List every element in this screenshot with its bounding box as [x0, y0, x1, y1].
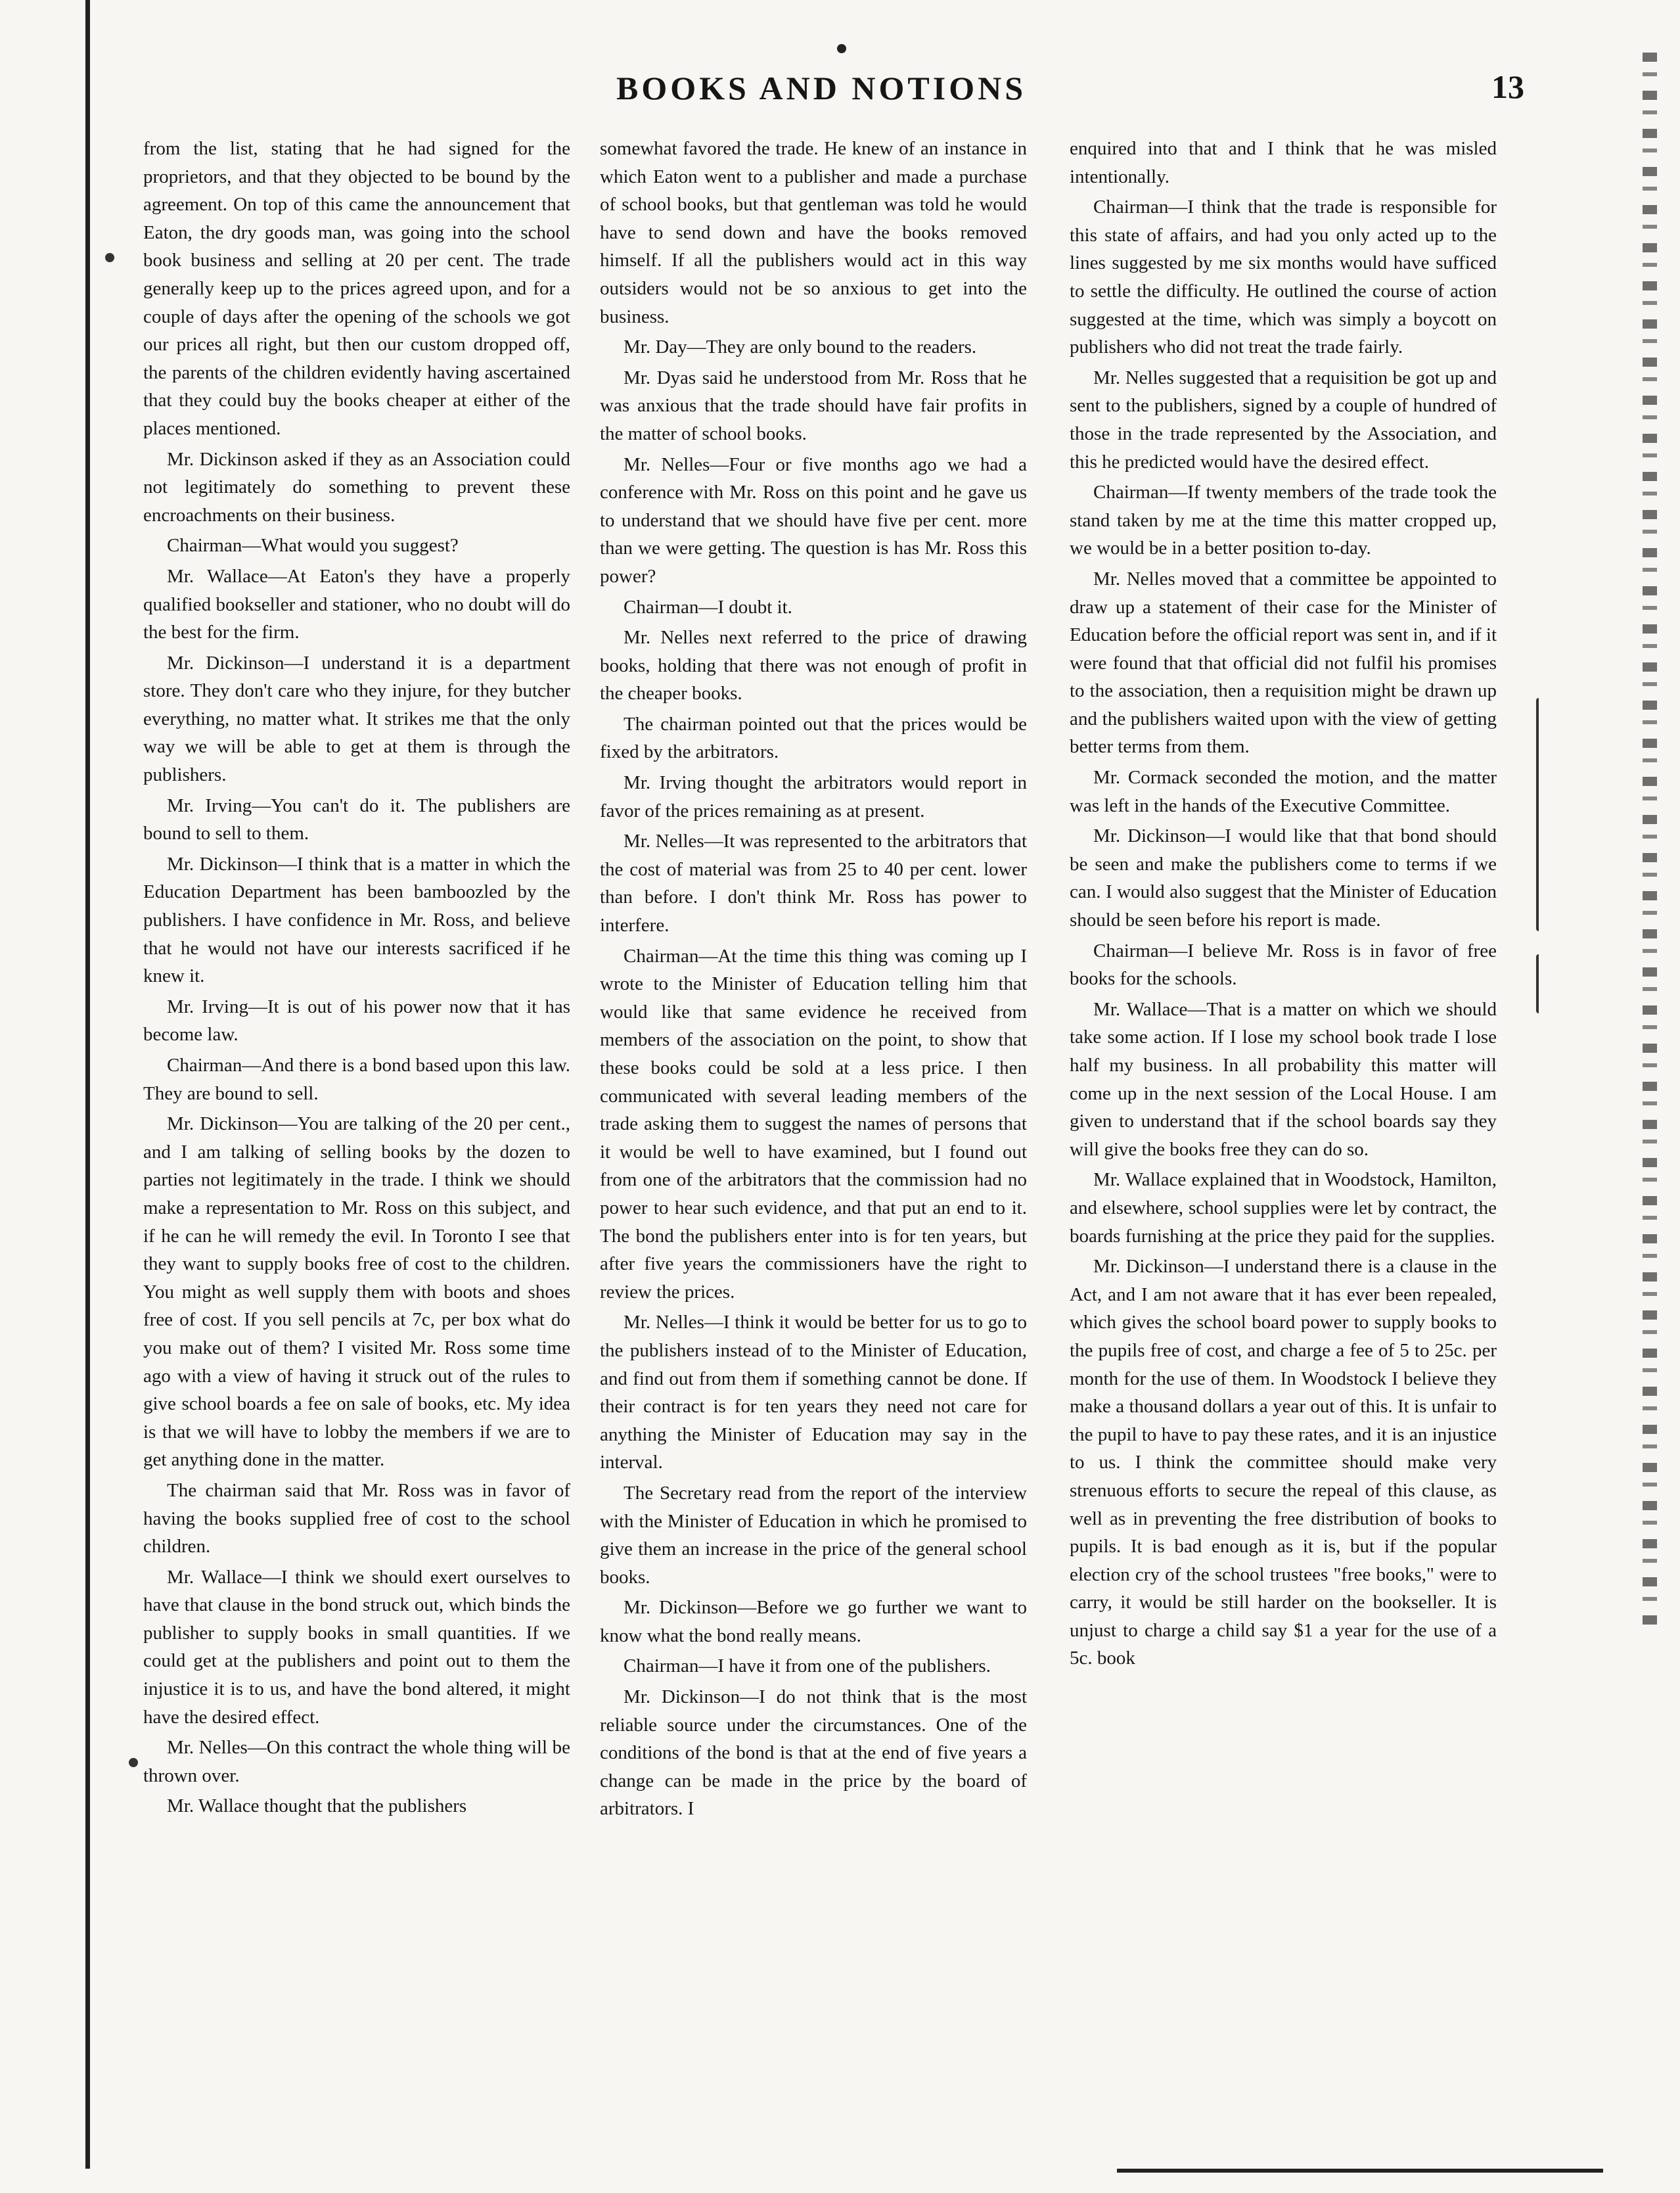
article-columns [143, 135, 1536, 2146]
paragraph: Chairman—I doubt it. [624, 596, 792, 618]
paragraph: Mr. Wallace—I think we should exert ourselves to have that clause in the bond struck out, which binds the publisher to supply books in small quantities. If we could get at the publishers and point out to them the injustice it is to us, and have the bond altered, it might have the desired effect. [143, 1566, 570, 1728]
page-number: 13 [1491, 68, 1524, 105]
page-left-edge [85, 0, 90, 2169]
paragraph: Chairman—I believe Mr. Ross is in favor of free books for the schools. [1070, 940, 1497, 990]
paragraph: Mr. Irving thought the arbitrators would report in favor of the prices remaining as at present. [600, 772, 1027, 821]
paragraph: Mr. Dickinson—I would like that that bond should be seen and make the publishers come to terms if we can. I would also suggest that the Minister of Education should be seen before his report is made. [1070, 825, 1497, 931]
paragraph: Mr. Dickinson—I understand there is a clause in the Act, and I am not aware that it has ever been repealed, which gives the school board power to supply books to the pupils free of cost, and charge a fee of 5 to 25c. per month for the use of them. In Woodstock I believe they make a thousand dollars a year out of this. It is unfair to the pupil to have to pay these rates, and it is an injustice to us. I think the committee should make very strenuous efforts to secure the repeal of this clause, as well as in preventing the free distribution of books to pupils. It is bad enough as it is, but if the popular election cry of the school trustees "free books," were to carry, it would be still harder on the bookseller. It is unjust to charge a child say $1 a year for the use of a 5c. book [1070, 1256, 1497, 1669]
header-dot [837, 44, 846, 53]
paragraph: somewhat favored the trade. He knew of an instance in which Eaton went to a publisher and made a purchase of school books, but that gentleman was told he would have to send down and have the books removed himself. If all the publishers would act in this way outsiders would not be so anxious to get into the business. [600, 138, 1027, 327]
page-right-edge [1643, 53, 1657, 1630]
column-1 [143, 135, 570, 2146]
paragraph: Mr. Dickinson—I think that is a matter in which the Education Department has been bamboozled by the publishers. I have confidence in Mr. Ross, and believe that he would not have our interests sacrificed if he knew it. [143, 853, 570, 987]
paragraph: Mr. Dickinson—You are talking of the 20 per cent., and I am talking of selling books by the dozen to parties not legitimately in the trade. I think we should make a representation to Mr. Ross on this subject, and if he can he will remedy the evil. In Toronto I see that they want to supply books free of cost to the children. You might as well supply them with boots and shoes free of cost. If you sell pencils at 7c, per box what do you make out of them? I visited Mr. Ross some time ago with a view of having it struck out of the rules to give school boards a fee on sale of books, etc. My idea is that we will have to lobby the members if we are to get anything done in the matter. [143, 1113, 570, 1471]
column-2 [600, 135, 1027, 2146]
paragraph: Mr. Nelles—On this contract the whole thing will be thrown over. [143, 1737, 570, 1786]
paragraph: Mr. Nelles—Four or five months ago we had a conference with Mr. Ross on this point and he gave us to understand that we should have five per cent. more than we were getting. The question is has Mr. Ross this power? [600, 453, 1027, 587]
paragraph: Mr. Wallace—That is a matter on which we should take some action. If I lose my school book trade I lose half my business. In all probability this matter will come up in the next session of the Local House. I am given to understand that if the school boards say they will give the books free they can do so. [1070, 998, 1497, 1160]
paragraph: Mr. Day—They are only bound to the readers. [624, 336, 977, 358]
paragraph: Mr. Nelles—I think it would be better for us to go to the publishers instead of to the Minister of Education, and find out from them if something cannot be done. If their contract is for ten years they need not care for anything the Minister of Education may say in the interval. [600, 1312, 1027, 1473]
paragraph: Mr. Wallace explained that in Woodstock, Hamilton, and elsewhere, school supplies were let by contract, the boards furnishing at the price they paid for the supplies. [1070, 1169, 1497, 1247]
paragraph: Mr. Dickinson—I understand it is a department store. They don't care who they injure, for they butcher everything, no matter what. It strikes me that the only way we will be able to get at them is through the publishers. [143, 652, 570, 786]
paragraph: Mr. Dyas said he understood from Mr. Ross that he was anxious that the trade should have fair profits in the matter of school books. [600, 367, 1027, 444]
column-3 [1070, 135, 1497, 2146]
margin-bracket [1536, 698, 1544, 931]
paragraph: Mr. Nelles next referred to the price of drawing books, holding that there was not enough of profit in the cheaper books. [600, 627, 1027, 704]
paragraph: Chairman—At the time this thing was coming up I wrote to the Minister of Education telling him that would like that same evidence he received from members of the association on the point, to show that these books could be sold at a less price. I then communicated with several leading members of the trade asking them to suggest the names of persons that it would be well to have examined, but I found out from one of the arbitrators that the commission had no power to hear such evidence, and that put an end to it. The bond the publishers enter into is for ten years, but after five years the commissioners have the right to review the prices. [600, 945, 1027, 1303]
bottom-rule [1117, 2169, 1603, 2173]
margin-dot [129, 1758, 138, 1767]
paragraph: The Secretary read from the report of the interview with the Minister of Education in which he promised to give them an increase in the price of the general school books. [600, 1482, 1027, 1588]
paragraph: Chairman—What would you suggest? [167, 535, 459, 557]
page-header [118, 62, 1524, 122]
paragraph: Chairman—If twenty members of the trade took the stand taken by me at the time this matter cropped up, we would be in a better position to-day. [1070, 482, 1497, 559]
paragraph: Mr. Dickinson—I do not think that is the most reliable source under the circumstances. One of the conditions of the bond is that at the end of five years a change can be made in the price by the board of arbitrators. I [600, 1686, 1027, 1820]
running-title: BOOKS AND NOTIONS [616, 70, 1026, 106]
paragraph: Chairman—I have it from one of the publishers. [624, 1655, 991, 1677]
paragraph: Mr. Dickinson asked if they as an Association could not legitimately do something to prevent these encroachments on their business. [143, 448, 570, 526]
paragraph: The chairman pointed out that the prices would be fixed by the arbitrators. [600, 713, 1027, 763]
paragraph: Mr. Irving—You can't do it. The publishers are bound to sell to them. [143, 795, 570, 844]
paragraph: Mr. Dickinson—Before we go further we want to know what the bond really means. [600, 1597, 1027, 1646]
paragraph: The chairman said that Mr. Ross was in favor of having the books supplied free of cost to the school children. [143, 1479, 570, 1558]
paragraph: Mr. Nelles moved that a committee be appointed to draw up a statement of their case for the Minister of Education before the official report was sent in, and if it were found that that official did not fulfil his promises to the association, then a requisition might be drawn up and the publishers waited upon with the view of getting better terms from them. [1070, 568, 1497, 758]
paragraph: from the list, stating that he had signed for the proprietors, and that they objected to be bound by the agreement. On top of this came the announcement that Eaton, the dry goods man, was going into the school book business and selling at 20 per cent. The trade generally keep up to the prices agreed upon, and for a couple of days after the opening of the schools we got our prices all right, but then our custom dropped off, the parents of the children evidently having ascertained that they could buy the books cheaper at either of the places mentioned. [143, 138, 570, 439]
margin-bracket [1536, 954, 1544, 1013]
paragraph: Mr. Cormack seconded the motion, and the matter was left in the hands of the Executive Committee. [1070, 767, 1497, 816]
paragraph: Chairman—I think that the trade is responsible for this state of affairs, and had you only acted up to the lines suggested by me six months would have sufficed to settle the difficulty. He outlined the course of action suggested at the time, which was simply a boycott on publishers who did not treat the trade fairly. [1070, 196, 1497, 358]
paragraph: Mr. Wallace thought that the publishers [167, 1795, 467, 1817]
paragraph: Chairman—And there is a bond based upon this law. They are bound to sell. [143, 1055, 570, 1104]
paragraph: Mr. Nelles—It was represented to the arbitrators that the cost of material was from 25 to 40 per cent. lower than before. I don't think Mr. Ross has power to interfere. [600, 831, 1027, 936]
paragraph: Mr. Wallace—At Eaton's they have a properly qualified bookseller and stationer, who no doubt will do the best for the firm. [143, 565, 570, 643]
paragraph: Mr. Nelles suggested that a requisition be got up and sent to the publishers, signed by a couple of hundred of those in the trade represented by the Association, and this he predicted would have the desired effect. [1070, 367, 1497, 473]
paragraph: enquired into that and I think that he was misled intentionally. [1070, 138, 1497, 187]
margin-dot [105, 253, 114, 262]
paragraph: Mr. Irving—It is out of his power now that it has become law. [143, 996, 570, 1046]
